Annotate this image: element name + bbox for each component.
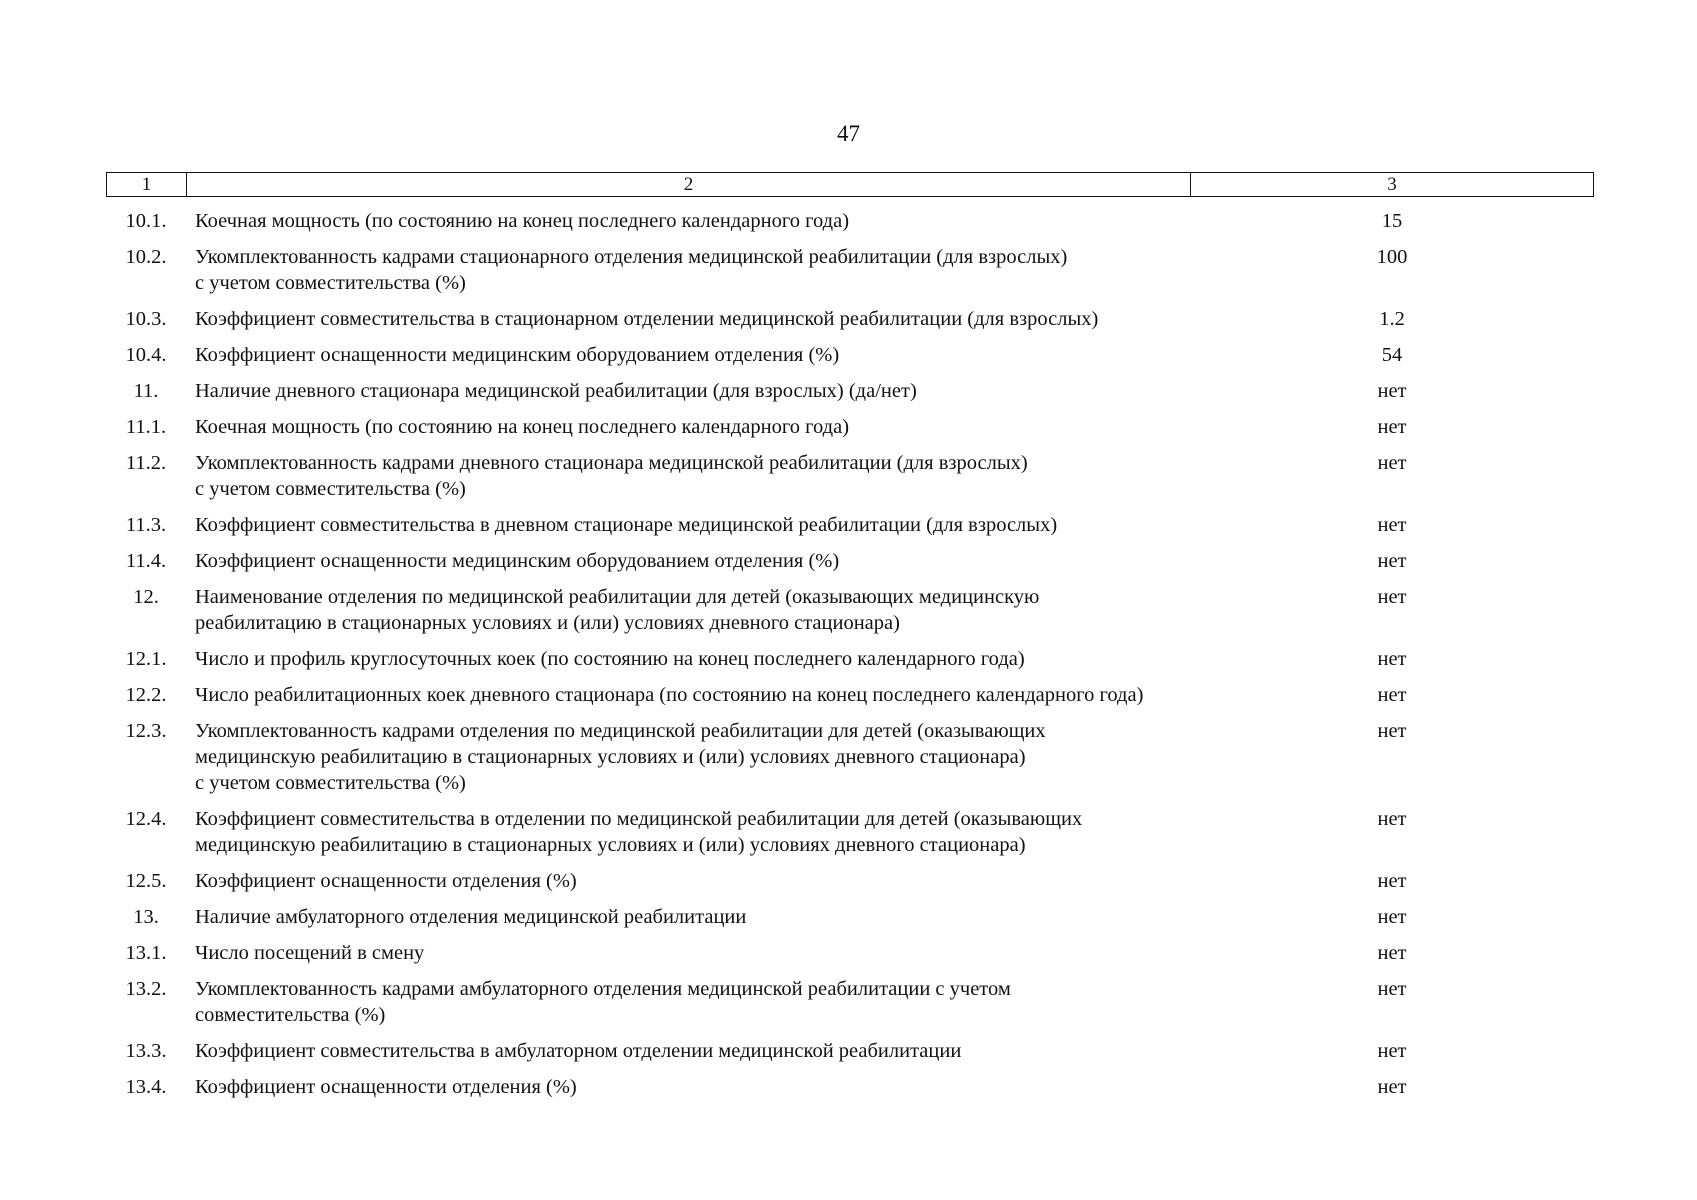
row-number: 13.1. <box>125 942 167 964</box>
row-value: нет <box>1377 514 1407 536</box>
row-value: нет <box>1377 684 1407 706</box>
table-row <box>106 208 1594 234</box>
header-col-2: 2 <box>187 173 1191 196</box>
row-indicator-text: Укомплектованность кадрами стационарного отделения медицинской реабилитации (для взрослых) с учетом совместительства (%) <box>195 246 1068 294</box>
row-number: 12.5. <box>125 870 167 892</box>
row-number: 11.4. <box>125 550 167 572</box>
table-row <box>106 244 1594 296</box>
row-number: 10.2. <box>125 246 167 268</box>
row-indicator-text: Коэффициент совместительства в амбулаторном отделении медицинской реабилитации <box>195 1040 962 1062</box>
row-indicator-text: Наименование отделения по медицинской реабилитации для детей (оказывающих медицинскую реабилитацию в стационарных условиях и (или) условиях дневного стационара) <box>195 586 1040 634</box>
row-value: нет <box>1377 416 1407 438</box>
row-value: 100 <box>1376 246 1408 268</box>
row-indicator-text: Коэффициент совместительства в стационарном отделении медицинской реабилитации (для взрослых) <box>195 308 1099 330</box>
table-row <box>106 378 1594 404</box>
row-number: 11. <box>133 380 159 402</box>
row-number: 12. <box>133 586 159 608</box>
table-row <box>106 306 1594 332</box>
row-indicator-text: Коэффициент оснащенности медицинским оборудованием отделения (%) <box>195 344 840 366</box>
row-indicator-text: Число посещений в смену <box>195 942 425 964</box>
table-row <box>106 1038 1594 1064</box>
table-header <box>106 172 1594 197</box>
header-col-1: 1 <box>107 173 187 196</box>
row-indicator-text: Наличие амбулаторного отделения медицинской реабилитации <box>195 906 747 928</box>
row-indicator-text: Укомплектованность кадрами дневного стационара медицинской реабилитации (для взрослых) с учетом совместительства (%) <box>195 452 1028 500</box>
row-number: 12.1. <box>125 648 167 670</box>
row-indicator-text: Коэффициент оснащенности отделения (%) <box>195 1076 577 1098</box>
row-number: 12.4. <box>125 808 167 830</box>
row-value: нет <box>1377 648 1407 670</box>
table-row <box>106 584 1594 636</box>
row-value: 54 <box>1381 344 1403 366</box>
row-value: нет <box>1377 720 1407 742</box>
row-indicator-text: Коэффициент совместительства в дневном стационаре медицинской реабилитации (для взрослых) <box>195 514 1058 536</box>
row-number: 11.3. <box>125 514 167 536</box>
row-value: нет <box>1377 550 1407 572</box>
row-indicator-text: Коечная мощность (по состоянию на конец последнего календарного года) <box>195 210 850 232</box>
table-row <box>106 414 1594 440</box>
row-value: нет <box>1377 1076 1407 1098</box>
row-number: 10.4. <box>125 344 167 366</box>
table-row <box>106 1074 1594 1100</box>
row-value: нет <box>1377 452 1407 474</box>
row-value: нет <box>1377 942 1407 964</box>
table-row <box>106 682 1594 708</box>
row-number: 11.1. <box>125 416 167 438</box>
row-number: 13. <box>133 906 159 928</box>
row-value: нет <box>1377 978 1407 1000</box>
row-indicator-text: Число и профиль круглосуточных коек (по состоянию на конец последнего календарного года) <box>195 648 1025 670</box>
row-value: нет <box>1377 906 1407 928</box>
row-number: 10.1. <box>125 210 167 232</box>
row-number: 12.2. <box>125 684 167 706</box>
row-indicator-text: Укомплектованность кадрами отделения по медицинской реабилитации для детей (оказывающих медицинскую реабилитацию в стационарных условиях и (или) условиях дневного стационара) с учетом совместительства (%) <box>195 720 1046 794</box>
row-indicator-text: Коэффициент совместительства в отделении по медицинской реабилитации для детей (оказывающих медицинскую реабилитацию в стационарных условиях и (или) условиях дневного стационара) <box>195 808 1083 856</box>
header-col-3: 3 <box>1387 173 1397 195</box>
row-number: 13.3. <box>125 1040 167 1062</box>
row-value: 15 <box>1381 210 1403 232</box>
table-row <box>106 646 1594 672</box>
row-number: 13.4. <box>125 1076 167 1098</box>
table-row <box>106 718 1594 796</box>
table-row <box>106 806 1594 858</box>
row-number: 12.3. <box>125 720 167 742</box>
row-value: нет <box>1377 1040 1407 1062</box>
page-number: 47 <box>837 121 860 146</box>
table-row <box>106 512 1594 538</box>
table-row <box>106 450 1594 502</box>
row-number: 11.2. <box>125 452 167 474</box>
table-row <box>106 548 1594 574</box>
row-number: 10.3. <box>125 308 167 330</box>
row-number: 13.2. <box>125 978 167 1000</box>
row-value: 1.2 <box>1379 308 1405 330</box>
row-indicator-text: Число реабилитационных коек дневного стационара (по состоянию на конец последнего календарного года) <box>195 684 1144 706</box>
row-indicator-text: Коэффициент оснащенности медицинским оборудованием отделения (%) <box>195 550 840 572</box>
table-row <box>106 342 1594 368</box>
row-value: нет <box>1377 870 1407 892</box>
row-indicator-text: Коэффициент оснащенности отделения (%) <box>195 870 577 892</box>
table-row <box>106 940 1594 966</box>
row-value: нет <box>1377 586 1407 608</box>
table-row <box>106 976 1594 1028</box>
table-row <box>106 868 1594 894</box>
row-indicator-text: Укомплектованность кадрами амбулаторного отделения медицинской реабилитации с учетом совместительства (%) <box>195 978 1011 1026</box>
table-body <box>106 208 1594 1110</box>
row-indicator-text: Коечная мощность (по состоянию на конец последнего календарного года) <box>195 416 850 438</box>
row-indicator-text: Наличие дневного стационара медицинской реабилитации (для взрослых) (да/нет) <box>195 380 917 402</box>
row-value: нет <box>1377 380 1407 402</box>
table-row <box>106 904 1594 930</box>
row-value: нет <box>1377 808 1407 830</box>
